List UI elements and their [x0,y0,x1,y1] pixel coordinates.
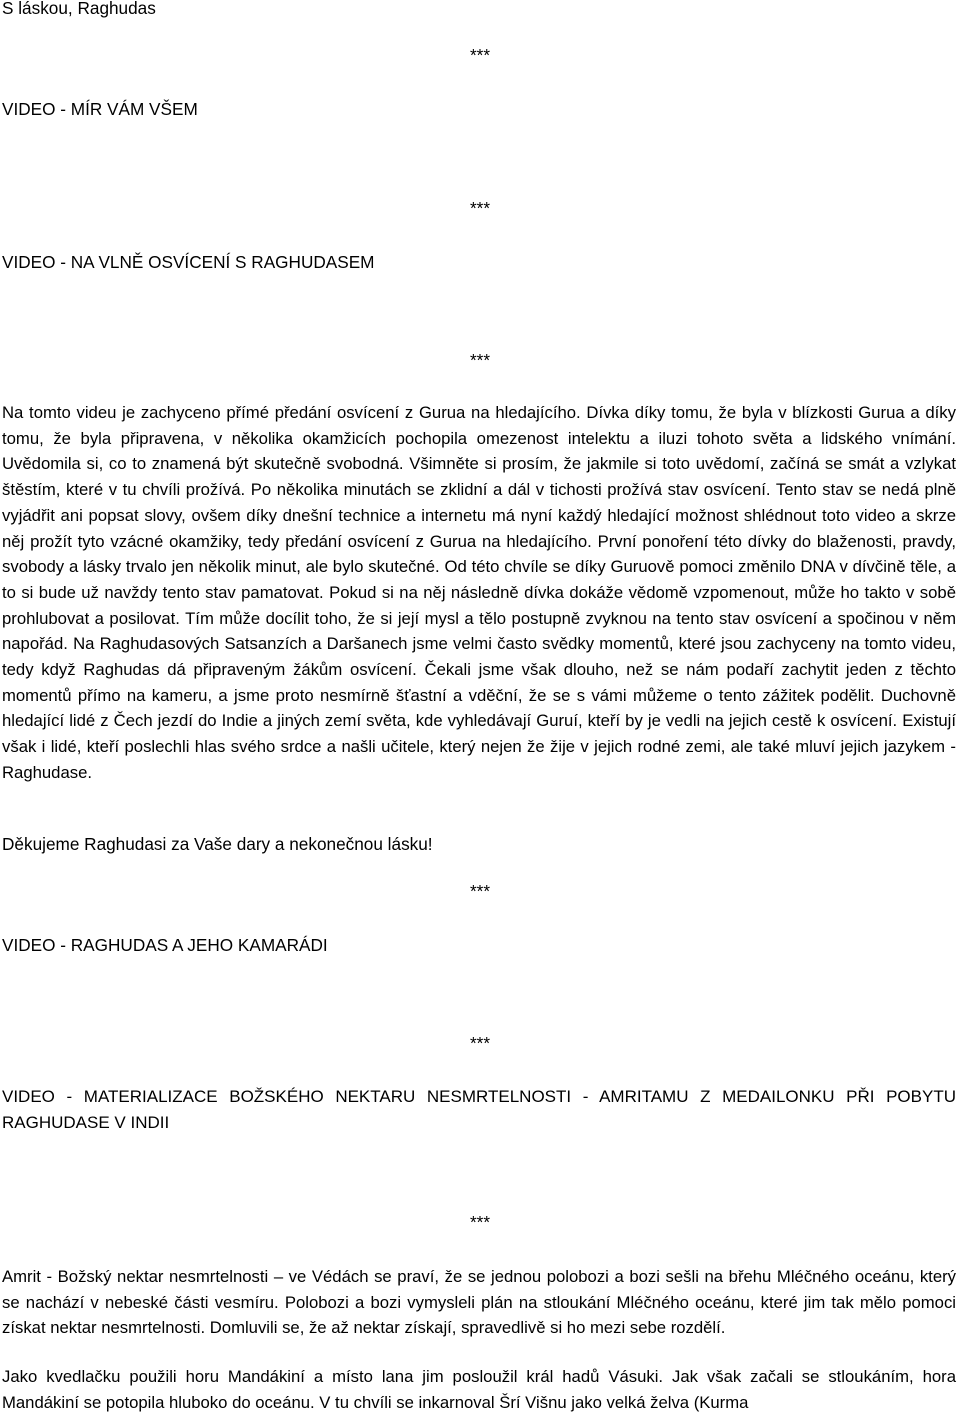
thanks-line: Děkujeme Raghudasi za Vaše dary a nekonečnou lásku! [2,834,433,854]
paragraph-sentence: Na tomto videu je zachyceno přímé předání osvícení z Gurua na hledajícího. Dívka díky tomu, že byla v blízkosti Gurua a díky tomu, že byla připravena, v několika okamžicích pochopila omezenost intelektu a iluzi tohoto světa a lidského vnímání. [2,403,956,448]
paragraph-sentence: Uvědomila si, co to znamená být skutečně svobodná. [2,454,404,474]
video-link-friends[interactable]: VIDEO - RAGHUDAS A JEHO KAMARÁDI [2,935,328,955]
separator: *** [469,350,491,370]
paragraph-sentence: Tím může docílit toho, že si její mysl a tělo postupně zvyknou na tento stav osvícení a spočinou v něm napořád. [2,608,956,654]
paragraph-sentence: Duchovně hledající lidé z Čech jezdí do Indie a jiných zemí světa, kde vyhledávají Guruí, kteří by je vedli na jejich cestě k osvícení. [2,685,956,731]
paragraph-sentence: Pokud si na něj následně dívka dokáže vědomě vzpomenout, může ho takto v sobě prohlubovat a posilovat. [2,582,956,628]
paragraph-sentence: Po několika minutách se zklidní a dál v tichosti prožívá stav osvícení. [250,480,771,500]
video-link-nectar[interactable]: VIDEO - MATERIALIZACE BOŽSKÉHO NEKTARU NESMRTELNOSTI - AMRITAMU Z MEDAILONKU PŘI POBYTU RAGHUDASE V INDII [2,1087,956,1132]
separator: *** [469,198,491,218]
separator: *** [469,1033,491,1053]
paragraph-sentence: Od této chvíle se díky Guruově pomoci změnilo DNA v dívčině těle, a to si bude už navždy tento stav pamatovat. [2,557,956,602]
video-link-peace[interactable]: VIDEO - MÍR VÁM VŠEM [2,99,198,119]
mandakini-paragraph: Jako kvedlačku použili horu Mandákiní a místo lana jim posloužil král hadů Vásuki. Jak však začali se stloukáním, hora Mandákiní se potopila hluboko do oceánu. V tu chvíli se inkarnoval Šrí Višnu jako velká želva (Kurma [2,1367,956,1412]
amrit-paragraph: Amrit - Božský nektar nesmrtelnosti – ve Védách se praví, že se jednou polobozi a bozi sešli na břehu Mléčného oceánu, který se nachází v nebeské části vesmíru. Polobozi a bozi vymysleli plán na stloukání Mléčného oceánu, které jim tak mělo pomoci získat nektar nesmrtelnosti. Domluvili se, že až nektar získají, spravedlivě si ho mezi sebe rozdělí. [2,1267,956,1338]
separator: *** [469,881,491,901]
paragraph-sentence: Existují však i lidé, kteří poslechli hlas svého srdce a našli učitele, který nejen že žije v jejich rodné zemi, ale také mluví jejich jazykem - Raghudase. [2,711,956,782]
paragraph-sentence: Na Raghudasových Satsanzích a Daršanech jsme velmi často svědky momentů, které jsou zachyceny na tomto videu, tedy když Raghudas dá připraveným žákům osvícení. [2,634,956,680]
separator: *** [469,1212,491,1232]
paragraph-sentence: Čekali jsme však dlouho, než se nám podaří zachytit jeden z těchto momentů přímo na kameru, a jsme proto nesmírně šťastní a vděční, že se s vámi můžeme o tento zážitek podělit. [2,660,956,705]
separator: *** [469,45,491,65]
paragraph-sentence: První ponoření této dívky do blaženosti, pravdy, svobody a lásky trvalo jen několik minut, ale bylo skutečné. [2,531,956,577]
paragraph-sentence: Všimněte si prosím, že jakmile si toto uvědomí, začíná se smát a vzlykat štěstím, které v tu chvíli prožívá. [2,454,956,500]
signature: S láskou, Raghudas [2,0,156,18]
video-link-enlightenment[interactable]: VIDEO - NA VLNĚ OSVÍCENÍ S RAGHUDASEM [2,252,375,272]
paragraph-sentence: Tento stav se nedá plně vyjádřit ani popsat slovy, ovšem díky dnešní technice a internetu má nyní každý hledající možnost shlédnout toto video a skrze něj prožít tyto vzácné okamžiky, tedy předání osvícení z Gurua na hledajícího. [2,480,957,551]
enlightenment-paragraph [2,400,956,786]
